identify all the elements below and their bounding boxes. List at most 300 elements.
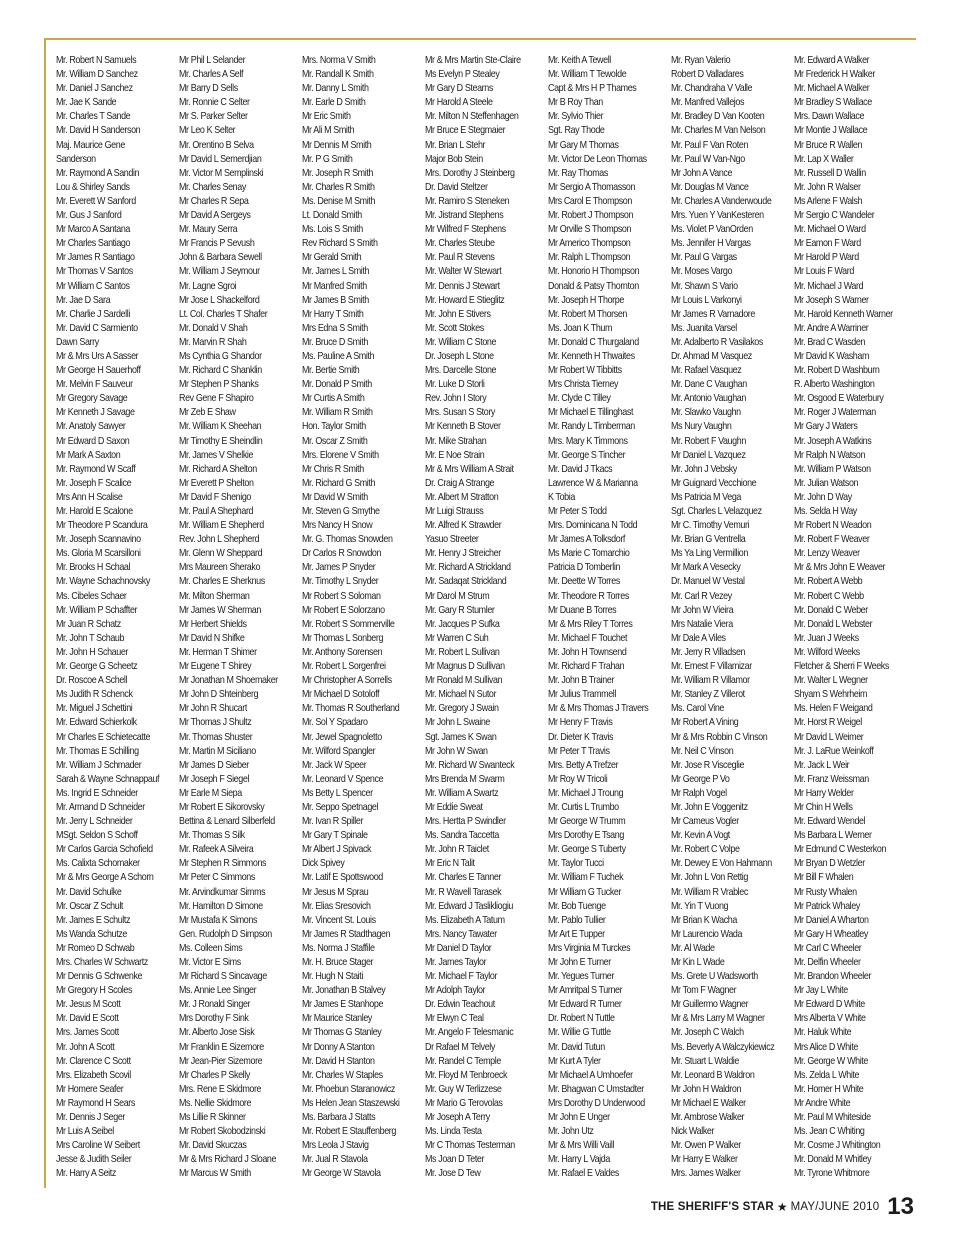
donor-name: Mr James R Santiago bbox=[56, 252, 135, 264]
donor-name: Mr. Jual R Stavola bbox=[302, 1154, 368, 1166]
donor-name: Mr. P G Smith bbox=[302, 153, 353, 165]
donor-name: Mrs. Rene E Skidmore bbox=[179, 1083, 262, 1095]
donor-name: Mr William G Tucker bbox=[548, 886, 622, 898]
donor-name: Mr Gary J Waters bbox=[794, 421, 858, 433]
name-column-2 bbox=[179, 54, 302, 1189]
donor-name: Mr John H Waldron bbox=[671, 1083, 742, 1095]
donor-name: Mr Warren C Suh bbox=[425, 632, 489, 644]
donor-name: Mr. Leonard V Spence bbox=[302, 773, 384, 785]
donor-name: Mr. Jonathan B Stalvey bbox=[302, 985, 386, 997]
donor-name: Mr Charles P Skelly bbox=[179, 1069, 250, 1081]
donor-name: Mr Joseph F Siegel bbox=[179, 773, 250, 785]
donor-name: Mr Earle M Siepa bbox=[179, 787, 242, 799]
donor-name: Mr. Brad C Wasden bbox=[794, 336, 866, 348]
donor-name: Mr Bryan D Wetzler bbox=[794, 858, 865, 870]
donor-name: Mr. Michael F Touchet bbox=[548, 632, 628, 644]
donor-name: Mr Mustafa K Simons bbox=[179, 914, 258, 926]
donor-name: Mr. Howard E Stieglitz bbox=[425, 294, 505, 306]
donor-name: Mr Robert W Tibbitts bbox=[548, 365, 622, 377]
donor-name: Mr Eugene T Shirey bbox=[179, 661, 252, 673]
donor-name: Mr Thomas V Santos bbox=[56, 266, 133, 278]
donor-name: Mr. Bradley D Van Kooten bbox=[671, 111, 765, 123]
donor-name: Mrs. Betty A Trefzer bbox=[548, 759, 619, 771]
donor-name: Mr Adolph Taylor bbox=[425, 985, 486, 997]
donor-name: Mr. Dennis J Seger bbox=[56, 1112, 126, 1124]
donor-name: Mr David K Washam bbox=[794, 350, 870, 362]
donor-name: Mr Thomas J Shultz bbox=[179, 717, 252, 729]
donor-name: Mr. Delfin Wheeler bbox=[794, 957, 861, 968]
donor-name: Dawn Sarry bbox=[56, 336, 99, 348]
donor-name: Mr Dale A Viles bbox=[671, 632, 726, 644]
donor-name: Mr. William J Schmader bbox=[56, 759, 142, 771]
donor-name: Mr Robert E Solorzano bbox=[302, 604, 385, 616]
donor-name: Mr George P Vo bbox=[671, 773, 730, 785]
donor-name: Mr. William F Tuchek bbox=[548, 872, 624, 884]
donor-name: Mr. Charles M Van Nelson bbox=[671, 125, 766, 137]
donor-name: Mr. William E Shepherd bbox=[179, 520, 264, 532]
donor-name: Mr. Donald C Weber bbox=[794, 604, 868, 616]
donor-name: Mr Thomas G Stanley bbox=[302, 1027, 382, 1039]
donor-name: Ms. Barbara J Statts bbox=[302, 1112, 376, 1124]
donor-name: Mr. Edward A Walker bbox=[794, 55, 870, 66]
donor-name: Mr. Milton N Steffenhagen bbox=[425, 111, 519, 123]
donor-name: Mr. Julian Watson bbox=[794, 477, 859, 489]
donor-name: Mr. Brooks H Schaal bbox=[56, 562, 131, 574]
donor-name: Mr. George W White bbox=[794, 1055, 868, 1067]
donor-name: Mr. Chandraha V Valle bbox=[671, 83, 753, 95]
donor-name: Mr. John Utz bbox=[548, 1126, 594, 1138]
donor-name: Mr Michael A Umhoefer bbox=[548, 1069, 633, 1081]
donor-name: Mr. Andre A Warriner bbox=[794, 322, 869, 334]
name-columns bbox=[56, 54, 916, 1189]
donor-name: Mr. Donald M Whitley bbox=[794, 1154, 872, 1166]
donor-name: Mr Duane B Torres bbox=[548, 604, 617, 616]
donor-name: Mr Jose L Shackelford bbox=[179, 294, 260, 306]
donor-name: Mr & Mrs George A Schorn bbox=[56, 872, 154, 884]
donor-name: Ms. Annie Lee Singer bbox=[179, 985, 257, 997]
donor-name: Mr Chin H Wells bbox=[794, 801, 853, 813]
donor-name: Mr Robert A Vining bbox=[671, 717, 739, 729]
donor-name: Capt & Mrs H P Thames bbox=[548, 83, 637, 95]
donor-name: Mr Gregory H Scoles bbox=[56, 985, 133, 997]
donor-name: Mr. Homer H White bbox=[794, 1083, 864, 1095]
donor-name: Mr. Harry A Seitz bbox=[56, 1168, 116, 1180]
donor-name: Mr. Keith A Tewell bbox=[548, 55, 611, 66]
page-number: 13 bbox=[887, 1193, 914, 1220]
donor-name: Mr. Randy L Timberman bbox=[548, 421, 635, 433]
donor-name: Mr Peter T Travis bbox=[548, 745, 610, 757]
donor-name: Mr Henry F Travis bbox=[548, 717, 613, 729]
donor-name: John & Barbara Sewell bbox=[179, 252, 262, 264]
donor-name: Mrs. Dawn Wallace bbox=[794, 111, 865, 123]
donor-name: Mr. Joseph R Smith bbox=[302, 167, 374, 179]
donor-name: Mr Daniel L Vazquez bbox=[671, 449, 746, 461]
donor-name: Mr. Adalberto R Vasilakos bbox=[671, 336, 763, 348]
donor-name: Mr Sergio A Thomasson bbox=[548, 181, 636, 193]
donor-name: Mr. William R Villamor bbox=[671, 675, 750, 687]
donor-name: Mr Laurencio Wada bbox=[671, 928, 743, 940]
donor-name: Mr. Michael J Ward bbox=[794, 280, 864, 292]
donor-name: Mr. H. Bruce Stager bbox=[302, 957, 374, 968]
donor-name: Mr. Michael J Troung bbox=[548, 787, 624, 799]
donor-name: Mr. Robert F Weaver bbox=[794, 534, 870, 546]
donor-name: Mr Amritpal S Turner bbox=[548, 985, 623, 997]
donor-name: Mr. Bruce D Smith bbox=[302, 336, 368, 348]
donor-name: Mr. Maury Serra bbox=[179, 224, 238, 236]
donor-name: Mr Daniel D Taylor bbox=[425, 942, 492, 954]
donor-name: Mr Ralph Vogel bbox=[671, 787, 727, 799]
donor-name: Mr. Charles W Staples bbox=[302, 1069, 383, 1081]
donor-name: Mr. John T Schaub bbox=[56, 632, 125, 644]
name-column-3 bbox=[302, 54, 425, 1189]
donor-name: Ms. Nellie Skidmore bbox=[179, 1097, 252, 1109]
donor-name: Mr. Ambrose Walker bbox=[671, 1112, 745, 1124]
donor-name: Mr. Thomas R Southerland bbox=[302, 703, 400, 715]
donor-name: Mr. Kevin A Vogt bbox=[671, 830, 730, 842]
donor-name: Mr. Willie G Tuttle bbox=[548, 1027, 611, 1039]
donor-name: Mr George W Stavola bbox=[302, 1168, 381, 1180]
donor-name: Ms. Calixta Schomaker bbox=[56, 858, 140, 870]
donor-name: Mr. Donald C Thurgaland bbox=[548, 336, 639, 348]
donor-name: Mr. Pablo Tullier bbox=[548, 914, 606, 926]
donor-name: Mr. Wilford Weeks bbox=[794, 646, 860, 658]
donor-name: Mr Donny A Stanton bbox=[302, 1041, 375, 1053]
donor-name: Mr. Charles R Smith bbox=[302, 181, 375, 193]
donor-name: Mr. Haluk White bbox=[794, 1027, 852, 1039]
donor-name: Mr. Mike Strahan bbox=[425, 435, 487, 447]
donor-name: Mr. Ernest F Villamizar bbox=[671, 661, 752, 673]
donor-name: Mr. Lap X Waller bbox=[794, 153, 854, 165]
donor-name: Ms. Grete U Wadsworth bbox=[671, 971, 758, 983]
donor-name: Mr Mark A Saxton bbox=[56, 449, 121, 461]
donor-name: Mr. Ramiro S Steneken bbox=[425, 195, 510, 207]
donor-name: Mr. Randall K Smith bbox=[302, 69, 374, 81]
donor-name: Mr S. Parker Selter bbox=[179, 111, 248, 123]
donor-name: Mr. Harold E Scalone bbox=[56, 506, 133, 517]
donor-name: Mrs Dorothy E Tsang bbox=[548, 830, 624, 842]
donor-name: Mr Kurt A Tyler bbox=[548, 1055, 601, 1067]
donor-name: Shyam S Wehrheim bbox=[794, 689, 868, 701]
donor-name: Mr. Henry J Streicher bbox=[425, 548, 501, 560]
donor-name: Mr. Gary R Stumler bbox=[425, 604, 495, 616]
donor-name: Mrs. Norma V Smith bbox=[302, 55, 376, 66]
page-footer bbox=[651, 1192, 914, 1222]
donor-name: Mr John A Vance bbox=[671, 167, 733, 179]
donor-name: Mr. Charlie J Sardelli bbox=[56, 308, 130, 320]
donor-name: Mr Darol M Strum bbox=[425, 590, 490, 602]
donor-name: Mr Harold P Ward bbox=[794, 252, 859, 264]
donor-name: Mr. John E Voggenitz bbox=[671, 801, 748, 813]
donor-name: Mr. Michael N Sutor bbox=[425, 689, 497, 701]
donor-name: Maj. Maurice Gene bbox=[56, 139, 125, 151]
donor-name: Mrs Virginia M Turckes bbox=[548, 942, 631, 954]
donor-name: Mr. Robert C Volpe bbox=[671, 844, 740, 856]
donor-name: Mr. Jistrand Stephens bbox=[425, 210, 504, 222]
donor-name: Mr Mario G Terovolas bbox=[425, 1097, 503, 1109]
donor-name: Mr. Clyde C Tilley bbox=[548, 393, 611, 405]
donor-name: Mr. Franz Weissman bbox=[794, 773, 869, 785]
donor-name: Mr. Joseph H Thorpe bbox=[548, 294, 624, 306]
donor-name: Dr. Craig A Strange bbox=[425, 477, 495, 489]
donor-name: Mr. Kenneth H Thwaites bbox=[548, 350, 635, 362]
donor-name: Rev. John I Story bbox=[425, 393, 487, 405]
donor-name: Mr Louis L Varkonyi bbox=[671, 294, 742, 306]
donor-name: Mr. E Noe Strain bbox=[425, 449, 485, 461]
donor-name: Mr. Jae K Sande bbox=[56, 97, 117, 109]
donor-name: Mr. Jerry L Schneider bbox=[56, 816, 133, 828]
donor-name: Mr Gary T Spinale bbox=[302, 830, 368, 842]
donor-name: Ms Barbara L Werner bbox=[794, 830, 872, 842]
donor-name: Mr. Randel C Temple bbox=[425, 1055, 501, 1067]
donor-name: Mr Americo Thompson bbox=[548, 238, 631, 250]
donor-name: Mrs Edna S Smith bbox=[302, 322, 368, 334]
donor-name: Mr Cameus Vogler bbox=[671, 816, 739, 828]
donor-name: Sgt. James K Swan bbox=[425, 731, 497, 743]
donor-name: Mr & Mrs John E Weaver bbox=[794, 562, 886, 574]
donor-name: Mr. Richard A Shelton bbox=[179, 463, 257, 475]
donor-name: Mr Ronald M Sullivan bbox=[425, 675, 503, 687]
donor-name: Ms. Gloria M Scarsilloni bbox=[56, 548, 141, 560]
donor-name: Dr. Roscoe A Schell bbox=[56, 675, 128, 687]
donor-name: Mrs. Darcelle Stone bbox=[425, 365, 497, 377]
donor-name: Mr. Rafael E Valdes bbox=[548, 1168, 619, 1180]
donor-name: Mr Eamon F Ward bbox=[794, 238, 861, 250]
donor-name: Mr. Jack L Weir bbox=[794, 759, 850, 771]
donor-name: Ms. Joan K Thum bbox=[548, 322, 613, 334]
donor-name: Mr. George G Scheetz bbox=[56, 661, 138, 673]
donor-name: Mr. Jesus M Scott bbox=[56, 999, 121, 1011]
donor-name: Mr James B Smith bbox=[302, 294, 369, 306]
donor-name: Mr Timothy E Sheindlin bbox=[179, 435, 263, 447]
donor-name: Mrs Maureen Sherako bbox=[179, 562, 261, 574]
donor-name: Dr. Robert N Tuttle bbox=[548, 1013, 615, 1025]
donor-name: Mr Dennis M Smith bbox=[302, 139, 372, 151]
donor-name: Mr James E Stanhope bbox=[302, 999, 384, 1011]
donor-name: Hon. Taylor Smith bbox=[302, 421, 366, 433]
donor-name: Ms. Zelda L White bbox=[794, 1069, 860, 1081]
donor-name: Mr. Earle D Smith bbox=[302, 97, 366, 109]
donor-name: Mr. Thomas E Schilling bbox=[56, 745, 139, 757]
donor-name: Mr & Mrs Thomas J Travers bbox=[548, 703, 649, 715]
donor-name: Mr Harry Welder bbox=[794, 787, 854, 799]
name-column-1 bbox=[56, 54, 179, 1189]
donor-name: Mr. Richard G Smith bbox=[302, 477, 376, 489]
donor-name: Mr Kin L Wade bbox=[671, 957, 725, 968]
donor-name: Mr. R Wavell Tarasek bbox=[425, 886, 502, 898]
donor-name: Mr Gary D Stearns bbox=[425, 83, 493, 95]
donor-name: Mr Harry T Smith bbox=[302, 308, 364, 320]
donor-name: Mr. Michael F Taylor bbox=[425, 971, 498, 983]
donor-name: Mrs Dorothy D Underwood bbox=[548, 1097, 645, 1109]
donor-name: Mr. Luke D Storli bbox=[425, 379, 485, 391]
donor-name: Mr. Timothy L Snyder bbox=[302, 576, 379, 588]
donor-name: Mr B Roy Than bbox=[548, 97, 603, 109]
donor-name: Mr Bill F Whalen bbox=[794, 872, 854, 884]
donor-name: Mr. William A Swartz bbox=[425, 787, 499, 799]
donor-name: Mr Rusty Whalen bbox=[794, 886, 857, 898]
donor-name: Mr Tom F Wagner bbox=[671, 985, 737, 997]
donor-name: Mr. Marvin R Shah bbox=[179, 336, 247, 348]
donor-name: Ms. Colleen Sims bbox=[179, 942, 243, 954]
donor-name: Mr. Jae D Sara bbox=[56, 294, 111, 306]
donor-name: Mr. Osgood E Waterbury bbox=[794, 393, 884, 405]
donor-name: Mr. Charles Steube bbox=[425, 238, 495, 250]
donor-name: Mr. Paul M Whiteside bbox=[794, 1112, 871, 1124]
donor-name: Mr. Arvindkumar Simms bbox=[179, 886, 266, 898]
donor-name: Mr. Stanley Z Villerot bbox=[671, 689, 745, 701]
donor-name: Rev Gene F Shapiro bbox=[179, 393, 254, 405]
donor-name: Mr. G. Thomas Snowden bbox=[302, 534, 393, 546]
donor-name: Mr Phil L Selander bbox=[179, 55, 246, 66]
donor-name: Mrs Leola J Stavig bbox=[302, 1140, 369, 1152]
donor-name: Mr. Oscar Z Schult bbox=[56, 900, 124, 912]
donor-name: Mr. Dewey E Von Hahmann bbox=[671, 858, 772, 870]
donor-name: Mr Maurice Stanley bbox=[302, 1013, 373, 1025]
donor-name: Mr. Dane C Vaughan bbox=[671, 379, 747, 391]
donor-name: Mr. William P Watson bbox=[794, 463, 871, 475]
donor-name: Mr. Guy W Terlizzese bbox=[425, 1083, 502, 1095]
donor-name: Mr Gregory Savage bbox=[56, 393, 128, 405]
donor-name: Mr. James V Shelkie bbox=[179, 449, 254, 461]
donor-name: Mr. Jose D Tew bbox=[425, 1168, 481, 1180]
donor-name: Mr. Edward Wendel bbox=[794, 816, 866, 828]
donor-name: Mr Edmund C Westerkon bbox=[794, 844, 887, 856]
donor-name: Mr Frederick H Walker bbox=[794, 69, 875, 81]
donor-name: Mr. Hamilton D Simone bbox=[179, 900, 263, 912]
donor-name: Mr. William K Sheehan bbox=[179, 421, 262, 433]
donor-name: Mr. Theodore R Torres bbox=[548, 590, 629, 602]
donor-name: Mr. Thomas Shuster bbox=[179, 731, 253, 743]
donor-name: Mr Charles E Schietecatte bbox=[56, 731, 151, 743]
donor-name: Mr. Ralph L Thompson bbox=[548, 252, 631, 264]
donor-name: Mrs. Dorothy J Steinberg bbox=[425, 167, 515, 179]
issue-date: MAY/JUNE 2010 bbox=[790, 1201, 880, 1213]
donor-name: Mr James R Stadthagen bbox=[302, 928, 391, 940]
donor-name: Sanderson bbox=[56, 153, 96, 165]
donor-name: Mr James A Tolksdorf bbox=[548, 534, 626, 546]
donor-name: Mr Richard S Sincavage bbox=[179, 971, 267, 983]
donor-name: Ms. Sandra Taccetta bbox=[425, 830, 499, 842]
donor-name: Mr. Charles A Self bbox=[179, 69, 244, 81]
donor-name: Mr Daniel A Wharton bbox=[794, 914, 869, 926]
donor-name: Mr. Robert S Sommerville bbox=[302, 618, 395, 630]
donor-name: Mr. Leonard B Waldron bbox=[671, 1069, 755, 1081]
donor-name: Mr. Orentino B Selva bbox=[179, 139, 254, 151]
donor-name: Ms. Denise M Smith bbox=[302, 195, 375, 207]
donor-name: Mr. Robert A Webb bbox=[794, 576, 863, 588]
donor-name: Mrs Nancy H Snow bbox=[302, 520, 373, 532]
donor-name: Ms. Norma J Staffile bbox=[302, 942, 375, 954]
donor-name: Sgt. Ray Thode bbox=[548, 125, 605, 137]
donor-name: Mr Elwyn C Teal bbox=[425, 1013, 484, 1025]
donor-name: Mr. David H Sanderson bbox=[56, 125, 141, 137]
donor-name: Ms. Helen F Weigand bbox=[794, 703, 873, 715]
donor-name: Mr Harold A Steele bbox=[425, 97, 493, 109]
donor-name: Mr Francis P Sevush bbox=[179, 238, 255, 250]
donor-name: Mr George H Sauerhoff bbox=[56, 365, 141, 377]
donor-name: Ms. Pauline A Smith bbox=[302, 350, 375, 362]
donor-name: Dr Carlos R Snowdon bbox=[302, 548, 382, 560]
donor-name: Mr Edward D Saxon bbox=[56, 435, 130, 447]
donor-name: Mr Eddie Sweat bbox=[425, 801, 483, 813]
donor-name: Mrs. Mary K Timmons bbox=[548, 435, 628, 447]
donor-name: Mr. Clarence C Scott bbox=[56, 1055, 131, 1067]
donor-name: Mr. Yegues Turner bbox=[548, 971, 614, 983]
donor-name: Yasuo Streeter bbox=[425, 534, 479, 546]
donor-name: Mr. Lenzy Weaver bbox=[794, 548, 860, 560]
donor-name: Mr. George S Tuberty bbox=[548, 844, 626, 856]
donor-name: Mr. Charles Senay bbox=[179, 181, 246, 193]
donor-name: Mr Guillermo Wagner bbox=[671, 999, 749, 1011]
donor-name: Fletcher & Sherri F Weeks bbox=[794, 661, 889, 673]
star-icon: ★ bbox=[776, 1200, 788, 1214]
donor-name: Ms. Selda H Way bbox=[794, 506, 857, 517]
donor-name: Mr. Wayne Schachnovsky bbox=[56, 576, 150, 588]
donor-name: Mr. J. LaRue Weinkoff bbox=[794, 745, 874, 757]
donor-name: Mr. William R Smith bbox=[302, 407, 373, 419]
donor-name: Mr. Cosme J Whitington bbox=[794, 1140, 881, 1152]
donor-name: Mr. William P Schaffter bbox=[56, 604, 138, 616]
donor-name: Mr. Brian L Stehr bbox=[425, 139, 486, 151]
donor-name: Mrs. James Walker bbox=[671, 1168, 741, 1180]
donor-name: Mr Joseph S Warner bbox=[794, 294, 869, 306]
donor-name: Mr Peter S Todd bbox=[548, 506, 607, 517]
donor-name: Mr. Jack W Speer bbox=[302, 759, 367, 771]
donor-name: Mr Romeo D Schwab bbox=[56, 942, 135, 954]
donor-name: Mr Wilfred F Stephens bbox=[425, 224, 506, 236]
donor-name: Mrs. Yuen Y VanKesteren bbox=[671, 210, 764, 222]
donor-name: Mr John D Shteinberg bbox=[179, 689, 259, 701]
donor-name: Ms. Jennifer H Vargas bbox=[671, 238, 751, 250]
name-column-6 bbox=[671, 54, 794, 1189]
donor-name: Mr. Jose R Visceglie bbox=[671, 759, 745, 771]
donor-name: Mr. Albert M Stratton bbox=[425, 491, 499, 503]
donor-name: Ms Betty L Spencer bbox=[302, 787, 373, 799]
donor-name: Mr. Daniel J Sanchez bbox=[56, 83, 133, 95]
donor-name: Mrs Alice D White bbox=[794, 1041, 858, 1053]
donor-name: Mr. Robert D Washburn bbox=[794, 365, 880, 377]
donor-name: Mr Bradley S Wallace bbox=[794, 97, 872, 109]
donor-name: Mr Ralph N Watson bbox=[794, 449, 866, 461]
donor-name: Mr. Richard C Shanklin bbox=[179, 365, 262, 377]
donor-name: Ms Cynthia G Shandor bbox=[179, 350, 262, 362]
donor-name: Mr Stephen R Simmons bbox=[179, 858, 267, 870]
donor-name: Mr. Dennis J Stewart bbox=[425, 280, 500, 292]
donor-name: Mr Raymond H Sears bbox=[56, 1097, 135, 1109]
donor-name: Mr. John R Walser bbox=[794, 181, 861, 193]
donor-name: Dr. Edwin Teachout bbox=[425, 999, 495, 1011]
donor-name: Robert D Valladares bbox=[671, 69, 744, 81]
donor-name: Mr. Ray Thomas bbox=[548, 167, 608, 179]
donor-name: Mr Chris R Smith bbox=[302, 463, 364, 475]
donor-name: Dr Rafael M Telvely bbox=[425, 1041, 495, 1053]
donor-name: Mr Orville S Thompson bbox=[548, 224, 632, 236]
donor-name: Bettina & Lenard Silberfeld bbox=[179, 816, 275, 828]
donor-name: Mr David L Weimer bbox=[794, 731, 864, 743]
donor-name: Mr Eric Smith bbox=[302, 111, 351, 123]
donor-name: Mr. James L Smith bbox=[302, 266, 370, 278]
donor-name: Mr Bruce E Stegmaier bbox=[425, 125, 506, 137]
donor-name: Mr. Bob Tuenge bbox=[548, 900, 606, 912]
donor-name: Mr. Robert J Thompson bbox=[548, 210, 634, 222]
donor-name: Mrs. Susan S Story bbox=[425, 407, 496, 419]
donor-name: Mr. John L Von Rettig bbox=[671, 872, 748, 884]
donor-name: Mr. Lagne Sgroi bbox=[179, 280, 237, 292]
donor-name: Mr. Walter L Wegner bbox=[794, 675, 868, 687]
donor-name: Dr. Joseph L Stone bbox=[425, 350, 494, 362]
donor-name: Mr John W Swan bbox=[425, 745, 488, 757]
publication-title: THE SHERIFF'S STAR bbox=[650, 1201, 774, 1213]
